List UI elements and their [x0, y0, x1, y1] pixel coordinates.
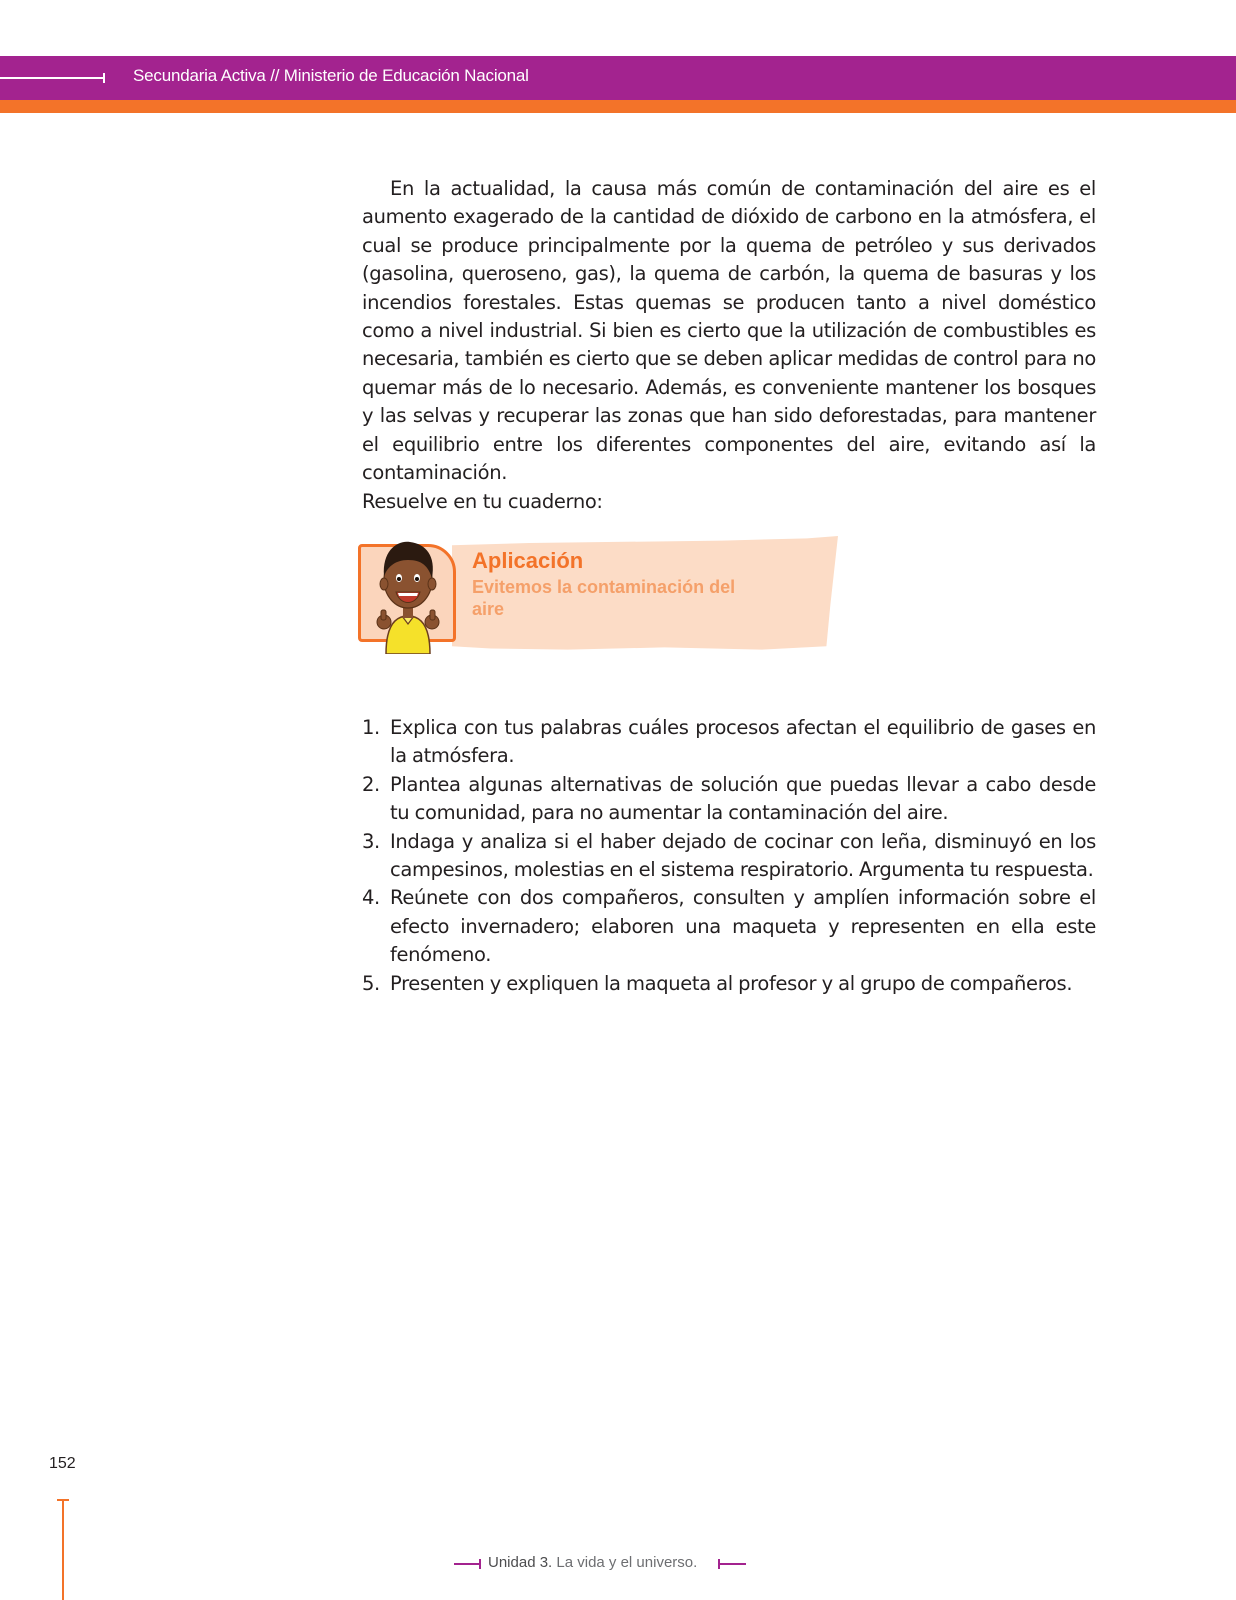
- footer-unit-text: [488, 1554, 697, 1571]
- boy-thumbs-up-icon: [376, 536, 440, 654]
- list-item: [362, 884, 1096, 969]
- question-text: Explica con tus palabras cuáles procesos afectan el equilibrio de gases en la atmósfera.: [390, 716, 1096, 768]
- question-number: 4.: [362, 886, 380, 910]
- question-number: 2.: [362, 772, 380, 796]
- header-title: Secundaria Activa // Ministerio de Educación Nacional: [133, 66, 529, 85]
- list-item: [362, 970, 1096, 998]
- header-rule: [0, 77, 104, 79]
- header-accent-stripe: [0, 100, 1236, 113]
- application-banner: [358, 536, 838, 652]
- main-paragraph: En la actualidad, la causa más común de contaminación del aire es el aumento exagerado de la cantidad de dióxido de carbono en la atmósfera, el cual se produce principalmente por la quema de petróleo y sus derivados (gasolina, queroseno, gas), la quema de carbón, la quema de basuras y los incendios forestales. Estas quemas se producen tanto a nivel doméstico como a nivel industrial. Si bien es cierto que la utilización de combustibles es necesaria, también es cierto que se deben aplicar medidas de control para no quemar más de lo necesario. Además, es conveniente mantener los bosques y las selvas y recuperar las zonas que han sido deforestadas, para mantener el equilibrio entre los diferentes componentes del aire, evitando así la contaminación.: [362, 177, 1096, 485]
- footer-unit-title: La vida y el universo.: [552, 1554, 698, 1571]
- question-list: [362, 714, 1096, 998]
- list-item: [362, 714, 1096, 771]
- application-title: Aplicación: [472, 548, 584, 573]
- question-number: 1.: [362, 716, 380, 739]
- list-item: [362, 828, 1096, 885]
- question-text: Reúnete con dos compañeros, consulten y amplíen información sobre el efecto invernadero; elaboren una maqueta y representen en ella este fenómeno.: [390, 886, 1096, 967]
- instruction-text: Resuelve en tu cuaderno:: [362, 490, 603, 513]
- list-item: [362, 771, 1096, 828]
- main-paragraph-block: [362, 175, 1096, 487]
- question-text: Presenten y expliquen la maqueta al profesor y al grupo de compañeros.: [390, 971, 1073, 995]
- question-text: Indaga y analiza si el haber dejado de cocinar con leña, disminuyó en los campesinos, molestias en el sistema respiratorio. Argumenta tu respuesta.: [390, 829, 1096, 882]
- left-rule: [62, 1500, 64, 1600]
- question-text: Plantea algunas alternativas de solución que puedas llevar a cabo desde tu comunidad, para no aumentar la contaminación del aire.: [390, 772, 1096, 825]
- page-number: 152: [49, 1455, 76, 1472]
- header-rule-cap: [103, 73, 105, 83]
- application-subtitle: Evitemos la contaminación del aire: [472, 577, 736, 619]
- footer-unit-label: Unidad 3.: [488, 1554, 553, 1571]
- footer-rule-right: [718, 1563, 746, 1565]
- question-number: 5.: [362, 971, 380, 995]
- question-number: 3.: [362, 829, 380, 853]
- footer-rule-left: [454, 1563, 480, 1565]
- footer-rule-left-cap: [479, 1559, 481, 1569]
